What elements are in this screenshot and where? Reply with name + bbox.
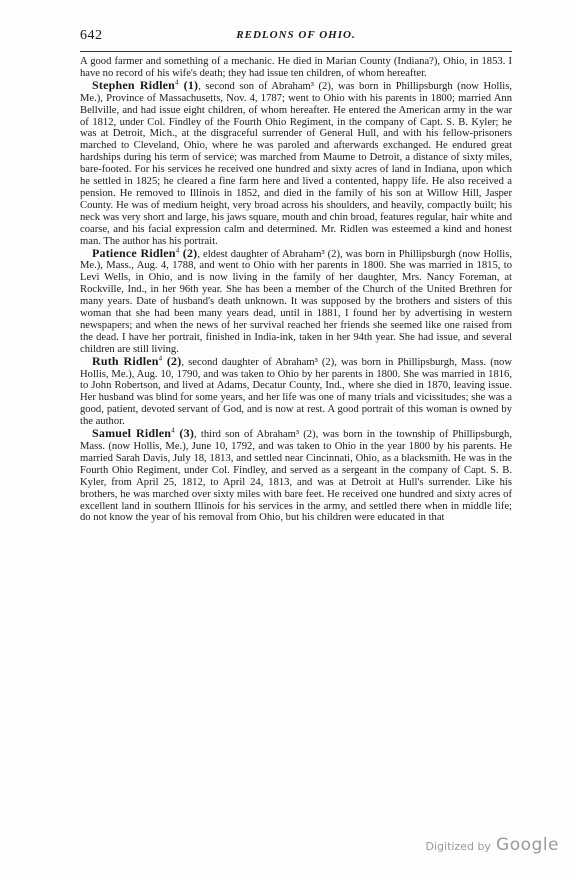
- entry-number: (2): [162, 353, 182, 368]
- entry-number: (1): [178, 77, 199, 92]
- entry-text: , second daughter of Abraham³ (2), was born in Phillipsburgh, Mass. (now Hollis, Me.), Aug. 10, 1790, and was taken to Ohio by her parents in 1800. She was married in 1816, to John Robertson, and lived at Adams, Decatur County, Ind., where she died in 1870, leaving issue. Her husband was blind for some years, and her life was one of many trials and vicissitudes; she was a good, patient, devoted servant of God, and is now at rest. A good portrait of this woman is owned by the author.: [80, 356, 512, 428]
- header-rule: [80, 51, 512, 52]
- page-number: 642: [80, 28, 103, 43]
- entry-samuel-ridlen: [80, 428, 512, 524]
- entry-number: (2): [179, 245, 198, 260]
- generation-number: 4: [171, 426, 175, 435]
- digitized-by-text: Digitized by: [425, 840, 491, 853]
- entry-name: Samuel Ridlen: [92, 426, 172, 441]
- entry-stephen-ridlen: [80, 77, 513, 248]
- digitized-watermark: [426, 835, 560, 855]
- entry-name: Patience Ridlen: [92, 245, 176, 260]
- paragraph-continuation: [80, 56, 512, 80]
- entry-text: , second son of Abraham³ (2), was born in Phillipsburgh (now Hollis, Me.), Province of Massachusetts, Nov. 4, 1787; went to Ohio with his parents in 1800; married Ann Bellville, and had issue eight children, of whom hereafter. He entered the American army in the war of 1812, under Col. Findley of the Fourth Ohio Regiment, in the company of Capt. S. B. Kyler; he was at Detroit, Mich., at the disgraceful surrender of General Hull, and with his fellow-prisoners marched to Cleveland, Ohio, where he was paroled and afterwards exchanged. He endured great hardships during his term of service; was marched from Maume to Detroit, a distance of sixty miles, bare-footed. For his services he received one hundred and sixty acres of land in Indiana, upon which he settled in 1825; he cleared a fine farm here and lived a contented, happy life. He also received a pension. He removed to Illinois in 1852, and died in the family of his son at Willow Hill, Jasper County. He was of medium height, very broad across his shoulders, and heavily, compactly built; his neck was very short and large, his jaws square, mouth and chin broad, features regular, hair white and coarse, and his facial expression calm and determined. Mr. Ridlen was esteemed a kind and honest man. The author has his portrait.: [80, 80, 513, 247]
- generation-number: 4: [175, 245, 180, 254]
- generation-number: 4: [158, 354, 163, 363]
- google-wordmark: Google: [496, 835, 559, 855]
- book-page: [80, 28, 512, 524]
- running-head: REDLONS OF OHIO.: [236, 29, 356, 41]
- body-text: [80, 56, 512, 524]
- entry-text: , eldest daughter of Abraham³ (2), was born in Phillipsburgh (now Hollis, Me.), Mass., Aug. 4, 1788, and went to Ohio with her parents in 1800. She was married in 1815, to Levi Wells, in Ohio, and is now living in the family of her daughter, Mrs. Nancy Foreman, at Rockville, Ind., in her 96th year. She has been a member of the Church of the United Brethren for many years. Date of husband's death unknown. It was supposed by the brothers and sisters of this woman that she had been many years dead, until in 1881, I found her by advertising in western newspapers; and when the news of her survival reached her friends she seemed like one raised from the dead. I have her portrait, finished in India-ink, taken in her 94th year. She had issue, and several children are still living.: [80, 248, 513, 355]
- entry-ruth-ridlen: [80, 353, 512, 428]
- entry-number: (3): [174, 426, 195, 441]
- generation-number: 4: [175, 78, 179, 87]
- page-header: [80, 28, 512, 48]
- entry-text: , third son of Abraham³ (2), was born in the township of Phillipsburgh, Mass. (now Hollis, Me.), June 10, 1792, and was taken to Ohio in the year 1800 by his parents. He married Sarah Davis, July 18, 1813, and settled near Cincinnati, Ohio, as a blacksmith. He was in the Fourth Ohio Regiment, under Col. Findley, and served as a sergeant in the company of Capt. S. B. Kyler, from April 25, 1812, to April 24, 1813, and was at Detroit at Hull's surrender. Like his brothers, he was marched over sixty miles with bare feet. He received one hundred and sixty acres of excellent land in southern Illinois for his services in the army, and settled there when in middle life; do not know the year of his removal from Ohio, but his children were educated in that: [80, 429, 512, 524]
- entry-name: Stephen Ridlen: [92, 77, 176, 92]
- entry-patience-ridlen: [80, 245, 513, 356]
- paragraph-text: A good farmer and something of a mechanic. He died in Marian County (Indiana?), Ohio, in 1853. I have no record of his wife's death; they had issue ten children, of whom hereafter.: [80, 56, 512, 79]
- entry-name: Ruth Ridlen: [92, 353, 159, 368]
